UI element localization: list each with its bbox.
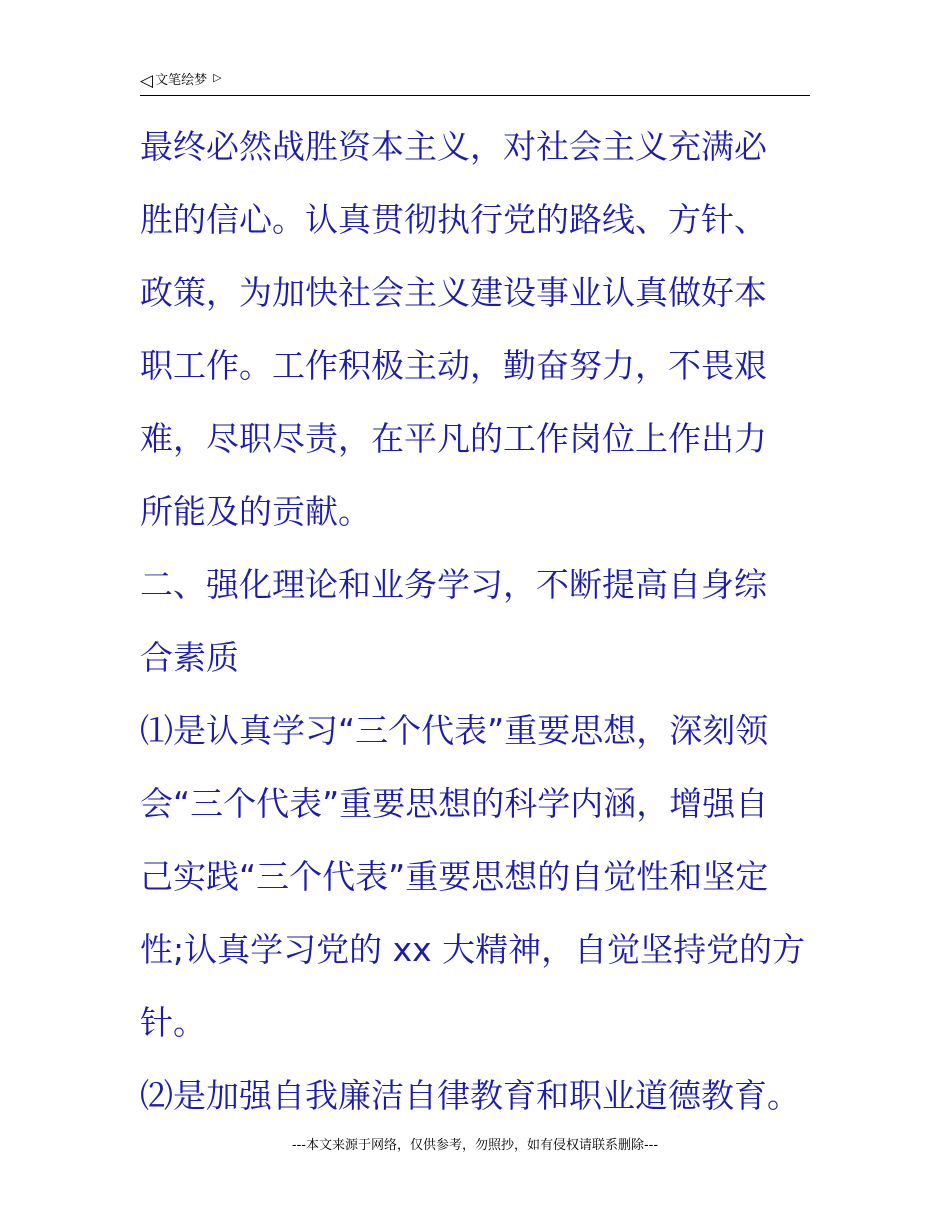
page-header — [140, 70, 810, 96]
text-line: 职工作。工作积极主动，勤奋努力，不畏艰 — [140, 346, 767, 385]
text-line: 最终必然战胜资本主义，对社会主义充满必 — [140, 127, 767, 166]
text-line: 政策，为加快社会主义建设事业认真做好本 — [140, 273, 767, 312]
section-heading-line: 合素质 — [140, 638, 239, 677]
triangle-right-icon: ▷ — [213, 71, 222, 84]
text-line: ⑵是加强自我廉洁自律教育和职业道德教育。 — [140, 1076, 800, 1115]
header-brand — [140, 71, 222, 91]
text-line: 己实践“三个代表”重要思想的自觉性和坚定 — [140, 857, 769, 896]
text-line: 所能及的贡献。 — [140, 492, 371, 531]
text-line: ⑴是认真学习“三个代表”重要思想，深刻领 — [140, 711, 769, 750]
section-heading-line: 二、强化理论和业务学习，不断提高自身综 — [140, 565, 767, 604]
header-title: 文笔绘梦 — [155, 73, 208, 88]
text-line: 会“三个代表”重要思想的科学内涵，增强自 — [140, 784, 769, 823]
document-body — [140, 120, 820, 1142]
text-line: 胜的信心。认真贯彻执行党的路线、方针、 — [140, 200, 767, 239]
text-line: 性;认真学习党的 xx 大精神，自觉坚持党的方 — [140, 930, 806, 969]
text-line: 针。 — [140, 1003, 206, 1042]
text-line: 难，尽职尽责，在平凡的工作岗位上作出力 — [140, 419, 767, 458]
triangle-left-icon: ◁ — [140, 71, 154, 91]
page-footer: ---本文来源于网络，仅供参考，勿照抄，如有侵权请联系删除--- — [291, 1138, 659, 1153]
